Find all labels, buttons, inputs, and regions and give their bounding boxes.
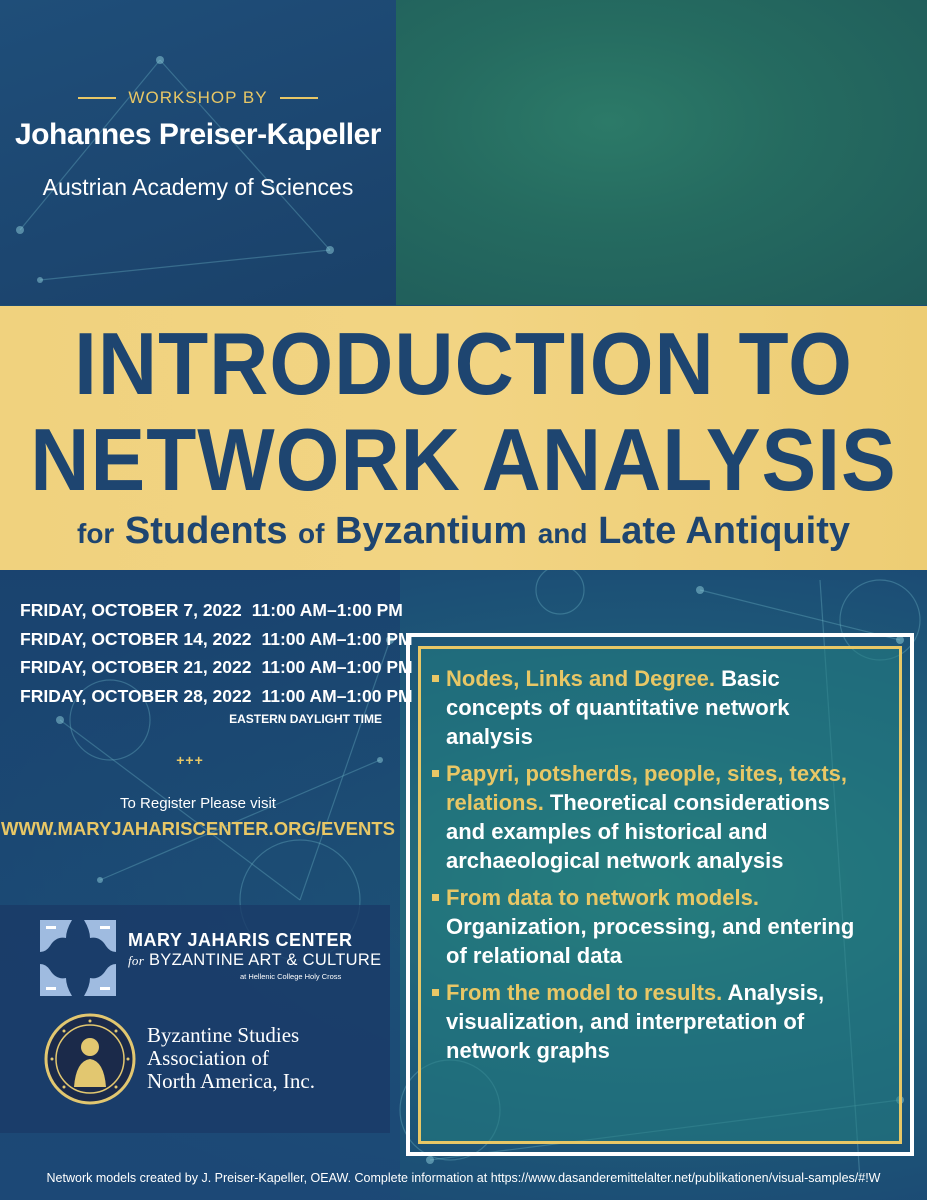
bullet-icon: [432, 770, 439, 777]
title-line-2: NETWORK ANALYSIS: [30, 411, 897, 510]
topic-text: Theoretical considerations and examples of historical and archaeological network analysis: [446, 790, 830, 873]
timezone-label: EASTERN DAYLIGHT TIME: [229, 712, 382, 726]
mary-jaharis-name: MARY JAHARIS CENTER: [128, 930, 353, 950]
session-schedule: [20, 596, 413, 710]
presenter-affiliation: Austrian Academy of Sciences: [42, 174, 354, 200]
subtitle-for: for: [77, 518, 115, 549]
subtitle-byzantium: Byzantium: [335, 510, 528, 552]
session-row: [20, 596, 403, 625]
register-label: To Register Please visit: [120, 795, 276, 812]
bsana-name: [147, 1024, 315, 1093]
topic-text: Basic concepts of quantitative network analysis: [446, 666, 790, 749]
topic-lead: Nodes, Links and Degree.: [446, 666, 715, 691]
topic-item: [432, 978, 872, 1065]
rule-right: [280, 97, 318, 99]
topic-text: Organization, processing, and entering of relational data: [446, 914, 855, 968]
session-date: FRIDAY, OCTOBER 21, 2022: [20, 657, 252, 677]
session-row: [20, 653, 413, 682]
session-time: 11:00 AM–1:00 PM: [251, 600, 403, 620]
bsana-line-3: North America, Inc.: [147, 1069, 315, 1093]
bsana-line-2: Association of: [147, 1046, 269, 1070]
topic-lead: Papyri, potsherds, people, sites, texts, relations.: [446, 761, 848, 815]
bsana-seal-icon: [44, 1013, 136, 1105]
mary-jaharis-sub-text: BYZANTINE ART & CULTURE: [148, 951, 382, 969]
subtitle-of: of: [298, 518, 325, 549]
topics-list: [432, 664, 872, 1073]
subtitle-students: Students: [124, 510, 288, 552]
workshop-by-label: [0, 88, 396, 108]
workshop-by-text: WORKSHOP BY: [128, 88, 268, 107]
topic-lead: From data to network models.: [446, 885, 759, 910]
mary-jaharis-for: for: [128, 953, 145, 968]
subtitle: [0, 510, 927, 553]
session-time: 11:00 AM–1:00 PM: [261, 657, 413, 677]
subtitle-late-antiquity: Late Antiquity: [598, 510, 850, 552]
bullet-icon: [432, 675, 439, 682]
session-row: [20, 682, 413, 711]
mary-jaharis-institution: at Hellenic College Holy Cross: [240, 972, 342, 981]
session-date: FRIDAY, OCTOBER 14, 2022: [20, 628, 252, 649]
mary-jaharis-subtitle: [128, 951, 381, 970]
session-date: FRIDAY, OCTOBER 28, 2022: [20, 685, 252, 706]
rule-left: [78, 97, 116, 99]
subtitle-and: and: [537, 518, 588, 549]
presenter-name: Johannes Preiser-Kapeller: [14, 118, 381, 151]
mary-jaharis-cross-icon: [36, 916, 120, 1000]
session-date: FRIDAY, OCTOBER 7, 2022: [20, 600, 242, 620]
bullet-icon: [432, 989, 439, 996]
topic-text: Analysis, visualization, and interpretation of network graphs: [446, 980, 825, 1063]
topic-item: [432, 759, 872, 875]
topic-item: [432, 664, 872, 751]
separator: +++: [176, 752, 204, 768]
topic-item: [432, 883, 872, 970]
session-time: 11:00 AM–1:00 PM: [261, 628, 413, 649]
title-line-1: INTRODUCTION TO: [74, 315, 853, 414]
register-url-link[interactable]: WWW.MARYJAHARISCENTER.ORG/EVENTS: [1, 818, 395, 839]
bullet-icon: [432, 894, 439, 901]
session-time: 11:00 AM–1:00 PM: [261, 685, 413, 706]
bsana-line-1: Byzantine Studies: [147, 1023, 300, 1047]
session-row: [20, 625, 413, 654]
footer-credit: Network models created by J. Preiser-Kapeller, OEAW. Complete information at https://www.dasanderemittelalter.net/publikationen/visual-samples/#!W: [46, 1171, 881, 1185]
topic-lead: From the model to results.: [446, 980, 723, 1005]
